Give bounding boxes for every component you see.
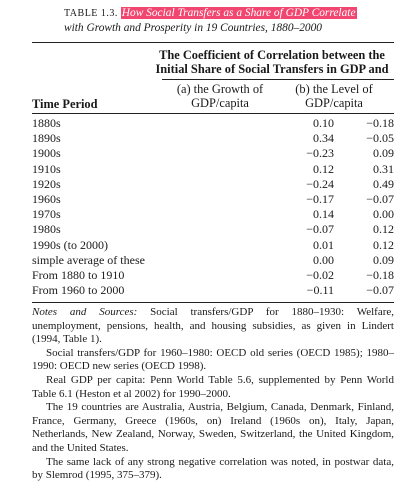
notes-p2: Social transfers/GDP for 1960–1980: OECD old series (OECD 1985); 1980–1990: OECD new series (OECD 1998). [32,346,394,373]
header-rule [32,113,394,114]
level-value-cell: −0.05 [366,131,394,146]
notes-p4: The 19 countries are Australia, Austria, Belgium, Canada, Denmark, Finland, France, Germany, Greece (1960s, on) Ireland (1960s on), Italy, Japan, Netherlands, New Zealand, Norway, Sweden, Switzerland, the United Kingdom, and the United States. [32,401,394,454]
level-value-cell: 0.09 [373,146,394,161]
table-title-highlighted: How Social Transfers as a Share of GDP Correlate [121,7,356,19]
col-header-period: Time Period [32,97,98,111]
period-cell: From 1880 to 1910 [32,268,125,283]
growth-value-cell: −0.07 [306,222,334,237]
growth-value-cell: 0.01 [313,237,334,252]
growth-value-cell: −0.24 [306,176,334,191]
period-cell: 1970s [32,207,61,222]
growth-value-cell: −0.02 [306,268,334,283]
table-row [32,116,394,131]
table-caption [64,6,394,35]
level-value-cell: −0.07 [366,192,394,207]
notes-p1 [32,306,394,347]
group-header-line1: The Coefficient of Correlation between the [159,48,385,62]
level-value-cell: 0.12 [373,222,394,237]
table-row [32,146,394,161]
col-a-line1: (a) the Growth of [176,82,264,96]
growth-value-cell: 0.34 [313,131,334,146]
growth-value-cell: −0.11 [306,283,334,298]
table-row [32,131,394,146]
period-cell: simple average of these [32,252,145,267]
notes-and-sources [32,306,394,483]
table-row [32,162,394,177]
table-row [32,253,394,268]
level-value-cell: 0.12 [373,237,394,252]
group-rule [162,79,394,80]
col-header-b [282,82,386,110]
period-cell: 1960s [32,192,61,207]
growth-value-cell: −0.23 [306,146,334,161]
growth-value-cell: −0.17 [306,192,334,207]
table-row [32,177,394,192]
col-a-line2: GDP/capita [191,96,249,110]
table-row [32,268,394,283]
table-row [32,238,394,253]
period-cell: 1890s [32,131,61,146]
period-cell: 1910s [32,161,61,176]
level-value-cell: −0.18 [366,268,394,283]
notes-label: Notes and Sources: [32,306,138,318]
table-row [32,207,394,222]
group-header [150,48,394,76]
level-value-cell: 0.09 [373,252,394,267]
table-label: TABLE 1.3. [64,8,118,19]
table-row [32,283,394,298]
table-row [32,192,394,207]
table-title-line2: with Growth and Prosperity in 19 Countries, 1880–2000 [64,22,322,34]
notes-p3: Real GDP per capita: Penn World Table 5.6, supplemented by Penn World Table 6.1 (Heston et al 2002) for 1990–2000. [32,373,394,400]
notes-p5: The same lack of any strong negative correlation was noted, in postwar data, by Slemrod (1995, 375–379). [32,455,394,482]
period-cell: 1980s [32,222,61,237]
period-cell: 1920s [32,176,61,191]
period-cell: 1900s [32,146,61,161]
level-value-cell: −0.07 [366,283,394,298]
correlation-table [32,116,394,298]
period-cell: 1880s [32,116,61,130]
col-b-line1: (b) the Level of [295,82,373,96]
col-b-line2: GDP/capita [305,96,363,110]
table-row [32,222,394,237]
top-rule [32,42,394,43]
level-value-cell: 0.31 [373,161,394,176]
bottom-rule [32,302,394,303]
growth-value-cell: 0.10 [313,116,334,130]
growth-value-cell: 0.12 [313,161,334,176]
col-header-a [168,82,272,110]
level-value-cell: 0.49 [373,176,394,191]
level-value-cell: 0.00 [373,207,394,222]
period-cell: 1990s (to 2000) [32,237,108,252]
growth-value-cell: 0.00 [313,252,334,267]
group-header-line2: Initial Share of Social Transfers in GDP and [155,62,389,76]
level-value-cell: −0.18 [366,116,394,130]
growth-value-cell: 0.14 [313,207,334,222]
period-cell: From 1960 to 2000 [32,283,125,298]
notes-p1-text: Social transfers/GDP for 1880–1930: Welfare, unemployment, pensions, health, and housing subsidies, as given in Lindert (1994, Table 1). [32,306,395,346]
